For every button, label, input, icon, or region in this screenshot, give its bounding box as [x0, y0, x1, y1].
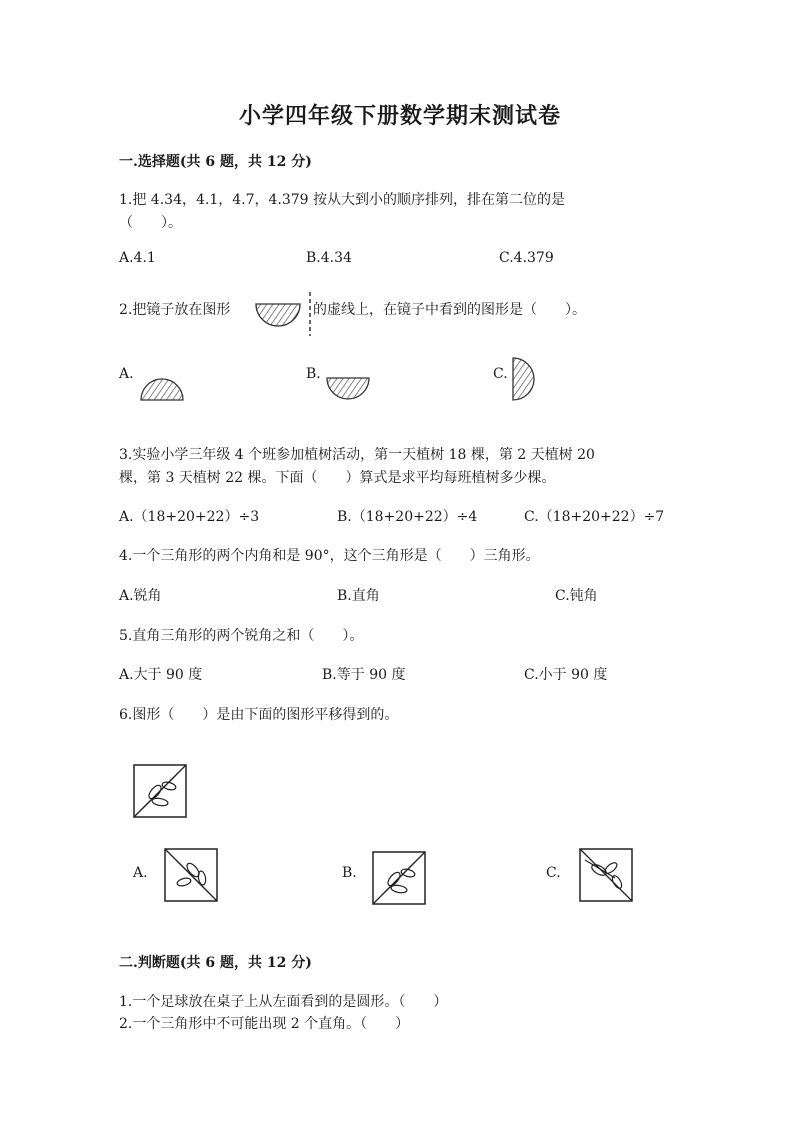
- question-3-option-a[interactable]: A.（18+20+22）÷3: [119, 509, 260, 525]
- question-3-text-cont: 棵，第 3 天植树 22 棵。下面（ ）算式是求平均每班植树多少棵。: [119, 470, 556, 486]
- question-5-text: 5.直角三角形的两个锐角之和（ ）。: [119, 628, 364, 644]
- leaf-square-option-a[interactable]: [164, 848, 218, 902]
- question-2-option-b[interactable]: B.: [306, 366, 321, 382]
- question-4-option-b[interactable]: B.直角: [337, 588, 380, 604]
- question-5-option-c[interactable]: C.小于 90 度: [524, 667, 608, 683]
- judgement-2-text: 2.一个三角形中不可能出现 2 个直角。（ ）: [119, 1016, 410, 1032]
- question-6-option-a[interactable]: A.: [133, 865, 148, 881]
- question-4-option-c[interactable]: C.钝角: [555, 588, 598, 604]
- question-1-text-cont: （ ）。: [119, 215, 182, 231]
- question-1-option-a[interactable]: A.4.1: [119, 250, 156, 266]
- section-heading-choice: 一.选择题(共 6 题，共 12 分): [119, 154, 312, 170]
- question-6-option-c[interactable]: C.: [546, 865, 561, 881]
- question-6-text: 6.图形（ ）是由下面的图形平移得到的。: [119, 707, 399, 723]
- mirror-figure: [252, 290, 314, 340]
- question-2-option-a[interactable]: A.: [119, 366, 134, 382]
- leaf-square-original: [133, 764, 187, 818]
- leaf-square-option-b[interactable]: [372, 851, 426, 905]
- question-1-option-b[interactable]: B.4.34: [306, 250, 352, 266]
- option-a-half-circle-up[interactable]: [140, 376, 186, 402]
- judgement-1-text: 1.一个足球放在桌子上从左面看到的是圆形。（ ）: [119, 994, 448, 1010]
- question-3-text: 3.实验小学三年级 4 个班参加植树活动，第一天植树 18 棵，第 2 天植树 20: [119, 447, 595, 463]
- question-2-text-cont: 的虚线上，在镜子中看到的图形是（ ）。: [313, 302, 586, 318]
- question-4-option-a[interactable]: A.锐角: [119, 588, 162, 604]
- question-4-text: 4.一个三角形的两个内角和是 90°，这个三角形是（ ）三角形。: [119, 548, 540, 564]
- question-6-option-b[interactable]: B.: [342, 865, 357, 881]
- option-c-half-circle-right[interactable]: [511, 356, 539, 404]
- question-1-option-c[interactable]: C.4.379: [499, 250, 554, 266]
- question-2-option-c[interactable]: C.: [493, 366, 508, 382]
- option-b-half-circle-down[interactable]: [326, 376, 372, 402]
- question-3-option-c[interactable]: C.（18+20+22）÷7: [524, 509, 665, 525]
- page-title: 小学四年级下册数学期末测试卷: [238, 103, 561, 129]
- section-heading-judgement: 二.判断题(共 6 题，共 12 分): [119, 955, 312, 971]
- leaf-square-option-c[interactable]: [579, 848, 633, 902]
- question-2-text: 2.把镜子放在图形: [119, 302, 231, 318]
- question-1-text: 1.把 4.34，4.1，4.7，4.379 按从大到小的顺序排列，排在第二位的是: [119, 192, 566, 208]
- question-5-option-b[interactable]: B.等于 90 度: [322, 667, 406, 683]
- question-5-option-a[interactable]: A.大于 90 度: [119, 667, 203, 683]
- question-3-option-b[interactable]: B.（18+20+22）÷4: [337, 509, 478, 525]
